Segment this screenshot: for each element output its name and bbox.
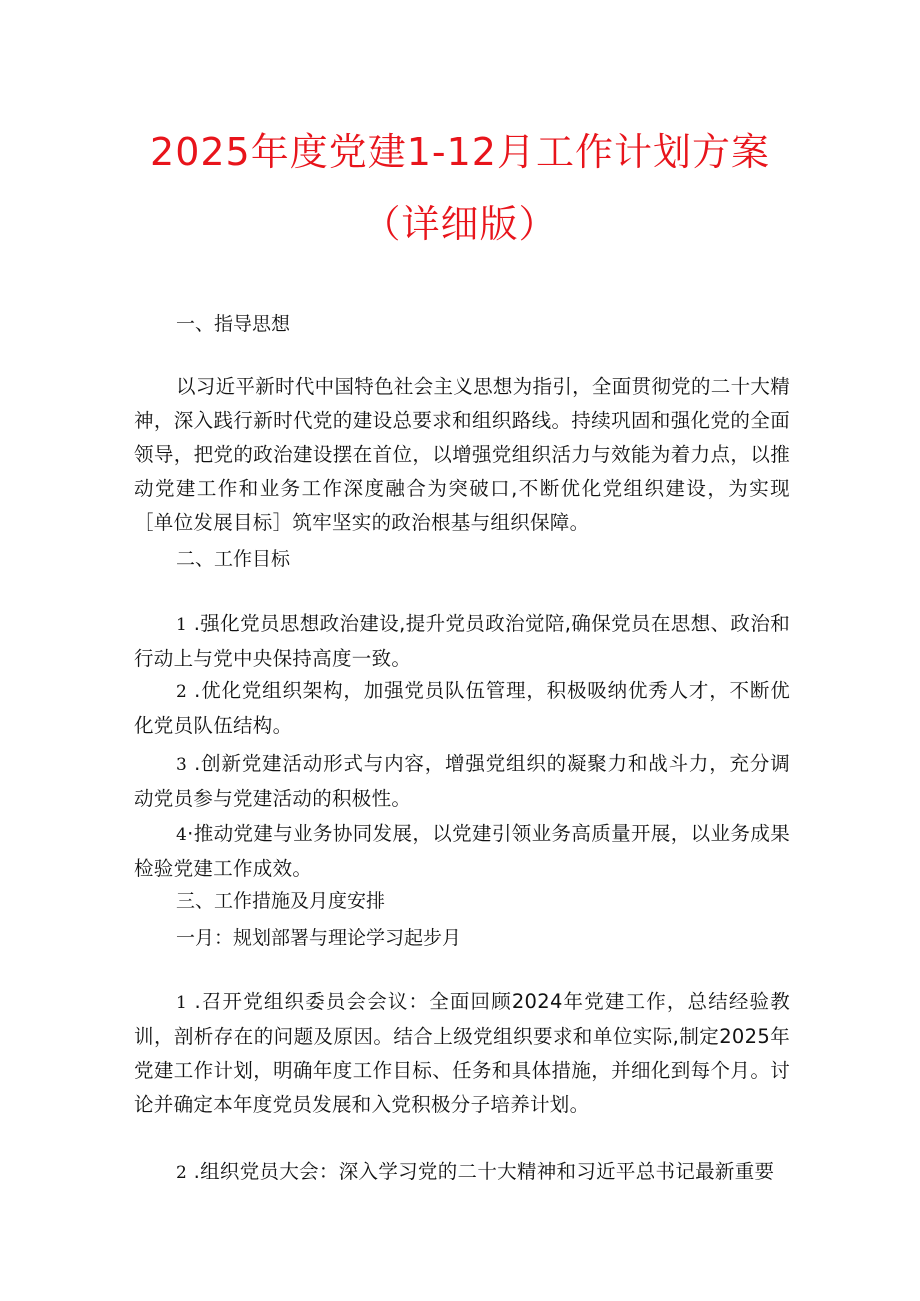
month-heading-january: 一月：规划部署与理论学习起步月 [176, 927, 462, 949]
guiding-thought-paragraph: 以习近平新时代中国特色社会主义思想为指引，全面贯彻党的二十大精神，深入践行新时代党的建设总要求和组织路线。持续巩固和强化党的全面领导，把党的政治建设摆在首位，以增强党组织活力与效能为着力点，以推动党建工作和业务工作深度融合为突破口,不断优化党组织建设，为实现［单位发展目标］筑牢坚实的政治根基与组织保障。 [134, 375, 790, 534]
section-heading-guiding-thought: 一、指导思想 [176, 313, 291, 335]
goal-item-number: 4 [176, 825, 188, 845]
document-title: 2025年度党建1-12月工作计划方案 [150, 130, 770, 174]
goal-item [134, 607, 790, 676]
goal-item [134, 747, 790, 816]
task-item-number: 2 [176, 1163, 188, 1183]
section-heading-work-goals: 二、工作目标 [176, 548, 291, 570]
goal-item-number: 1 [176, 615, 188, 635]
goal-item-number: 3 [176, 755, 188, 775]
task-item-text: .召开党组织委员会会议：全面回顾2024年党建工作，总结经验教训，剖析存在的问题及原因。结合上级党组织要求和单位实际,制定2025年党建工作计划，明确年度工作目标、任务和具体措施，并细化到每个月。讨论并确定本年度党员发展和入党积极分子培养计划。 [134, 990, 791, 1116]
goal-item-number: 2 [176, 682, 188, 702]
goal-item-text: .创新党建活动形式与内容，增强党组织的凝聚力和战斗力，充分调动党员参与党建活动的积极性。 [134, 752, 791, 810]
goal-item [134, 817, 790, 886]
goal-item-text: .强化党员思想政治建设,提升党员政治觉陪,确保党员在思想、政治和行动上与党中央保持高度一致。 [134, 612, 791, 670]
task-item-text: .组织党员大会：深入学习党的二十大精神和习近平总书记最新重要 [193, 1160, 775, 1183]
section-heading-work-measures: 三、工作措施及月度安排 [176, 890, 386, 912]
january-task-item [134, 1155, 790, 1190]
task-item-number: 1 [176, 993, 188, 1013]
goal-item-text: .优化党组织架构，加强党员队伍管理，积极吸纳优秀人才，不断优化党员队伍结构。 [134, 679, 791, 737]
document-subtitle: （详细版） [362, 202, 558, 246]
january-task-item [134, 985, 790, 1122]
goal-item [134, 674, 790, 743]
goal-item-text: ·推动党建与业务协同发展，以党建引领业务高质量开展，以业务成果检验党建工作成效。 [134, 822, 790, 880]
